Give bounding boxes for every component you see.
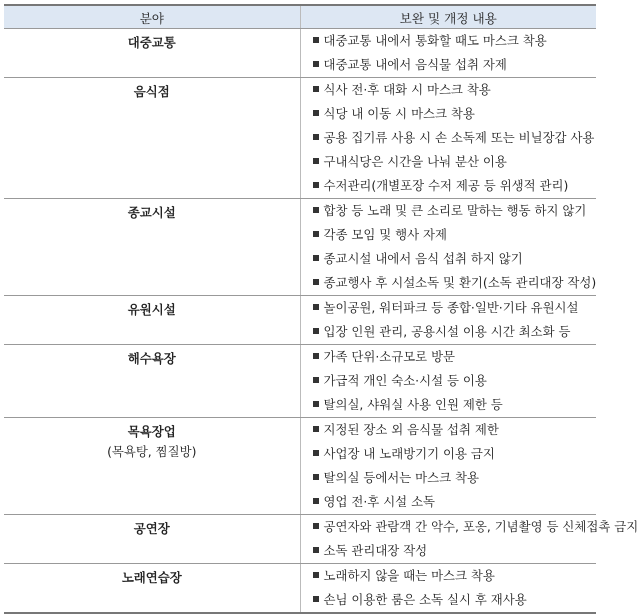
square-bullet-icon bbox=[313, 401, 319, 407]
square-bullet-icon bbox=[313, 182, 319, 188]
list-item bbox=[313, 442, 597, 466]
list-item-text: 식당 내 이동 시 마스크 착용 bbox=[324, 106, 475, 121]
list-item bbox=[313, 369, 597, 393]
list-item-text: 대중교통 내에서 통화할 때도 마스크 착용 bbox=[324, 33, 547, 48]
bullet-list bbox=[301, 296, 597, 344]
bullet-list bbox=[301, 78, 597, 198]
list-item-text: 공연자와 관람객 간 악수, 포옹, 기념촬영 등 신체접촉 금지 bbox=[324, 519, 638, 534]
square-bullet-icon bbox=[313, 474, 319, 480]
square-bullet-icon bbox=[313, 304, 319, 310]
list-item bbox=[313, 102, 597, 126]
list-item-text: 사업장 내 노래방기기 이용 금지 bbox=[324, 446, 495, 461]
square-bullet-icon bbox=[313, 255, 319, 261]
list-item-text: 구내식당은 시간을 나눠 분산 이용 bbox=[324, 154, 507, 169]
square-bullet-icon bbox=[313, 37, 319, 43]
content-cell bbox=[300, 515, 596, 564]
list-item bbox=[313, 564, 597, 588]
category-cell bbox=[4, 296, 300, 345]
list-item-text: 영업 전·후 시설 소독 bbox=[324, 494, 436, 509]
square-bullet-icon bbox=[313, 328, 319, 334]
table-row bbox=[4, 345, 596, 418]
content-cell bbox=[300, 199, 596, 296]
bullet-list bbox=[301, 564, 597, 612]
list-item-text: 소독 관리대장 작성 bbox=[324, 543, 428, 558]
list-item bbox=[313, 515, 597, 539]
list-item-text: 지정된 장소 외 음식물 섭취 제한 bbox=[324, 422, 499, 437]
content-cell bbox=[300, 296, 596, 345]
content-cell bbox=[300, 418, 596, 515]
bullet-list bbox=[301, 199, 597, 295]
category-label: 유원시설 bbox=[128, 302, 176, 317]
list-item bbox=[313, 223, 597, 247]
list-item-text: 가족 단위·소규모로 방문 bbox=[324, 349, 456, 364]
square-bullet-icon bbox=[313, 207, 319, 213]
content-cell bbox=[300, 29, 596, 78]
list-item-text: 종교행사 후 시설소독 및 환기(소독 관리대장 작성) bbox=[324, 275, 597, 290]
category-cell bbox=[4, 515, 300, 564]
table-row bbox=[4, 418, 596, 515]
list-item bbox=[313, 345, 597, 369]
content-cell bbox=[300, 78, 596, 199]
bullet-list bbox=[301, 515, 597, 563]
list-item-text: 손님 이용한 룸은 소독 실시 후 재사용 bbox=[324, 592, 527, 607]
square-bullet-icon bbox=[313, 86, 319, 92]
square-bullet-icon bbox=[313, 523, 319, 529]
category-cell bbox=[4, 29, 300, 78]
content-cell bbox=[300, 564, 596, 614]
content-cell bbox=[300, 345, 596, 418]
header-content: 보완 및 개정 내용 bbox=[300, 5, 596, 29]
list-item-text: 탈의실 등에서는 마스크 착용 bbox=[324, 470, 479, 485]
square-bullet-icon bbox=[313, 450, 319, 456]
category-cell bbox=[4, 418, 300, 515]
list-item bbox=[313, 320, 597, 344]
list-item bbox=[313, 247, 597, 271]
list-item bbox=[313, 78, 597, 102]
list-item bbox=[313, 53, 597, 77]
bullet-list bbox=[301, 29, 597, 77]
list-item-text: 놀이공원, 워터파크 등 종합·일반·기타 유원시설 bbox=[324, 300, 579, 315]
list-item bbox=[313, 490, 597, 514]
list-item bbox=[313, 539, 597, 563]
category-label: 대중교통 bbox=[128, 35, 176, 50]
square-bullet-icon bbox=[313, 110, 319, 116]
list-item bbox=[313, 418, 597, 442]
table-header-row bbox=[4, 5, 596, 29]
list-item-text: 식사 전·후 대화 시 마스크 착용 bbox=[324, 82, 491, 97]
list-item-text: 각종 모임 및 행사 자제 bbox=[324, 227, 447, 242]
category-label: 음식점 bbox=[134, 84, 170, 99]
table-row bbox=[4, 296, 596, 345]
square-bullet-icon bbox=[313, 596, 319, 602]
guideline-table bbox=[4, 4, 596, 614]
list-item-text: 가급적 개인 숙소·시설 등 이용 bbox=[324, 373, 487, 388]
square-bullet-icon bbox=[313, 547, 319, 553]
bullet-list bbox=[301, 418, 597, 514]
header-category: 분야 bbox=[4, 5, 300, 29]
list-item bbox=[313, 174, 597, 198]
category-cell bbox=[4, 199, 300, 296]
category-sublabel: (목욕탕, 찜질방) bbox=[4, 442, 300, 462]
list-item-text: 노래하지 않을 때는 마스크 착용 bbox=[324, 568, 495, 583]
category-label: 노래연습장 bbox=[122, 570, 182, 585]
list-item bbox=[313, 296, 597, 320]
category-cell bbox=[4, 345, 300, 418]
bullet-list bbox=[301, 345, 597, 417]
table-row bbox=[4, 515, 596, 564]
category-label: 공연장 bbox=[134, 521, 170, 536]
square-bullet-icon bbox=[313, 134, 319, 140]
square-bullet-icon bbox=[313, 572, 319, 578]
list-item bbox=[313, 588, 597, 612]
list-item-text: 탈의실, 샤워실 사용 인원 제한 등 bbox=[324, 397, 503, 412]
list-item bbox=[313, 199, 597, 223]
list-item bbox=[313, 29, 597, 53]
square-bullet-icon bbox=[313, 426, 319, 432]
table-body bbox=[4, 29, 596, 614]
table-row bbox=[4, 78, 596, 199]
table-row bbox=[4, 199, 596, 296]
square-bullet-icon bbox=[313, 353, 319, 359]
category-label: 목욕장업 bbox=[128, 424, 176, 439]
list-item bbox=[313, 393, 597, 417]
category-cell bbox=[4, 78, 300, 199]
square-bullet-icon bbox=[313, 377, 319, 383]
list-item bbox=[313, 271, 597, 295]
category-label: 종교시설 bbox=[128, 205, 176, 220]
list-item-text: 수저관리(개별포장 수저 제공 등 위생적 관리) bbox=[324, 178, 569, 193]
square-bullet-icon bbox=[313, 158, 319, 164]
list-item-text: 합창 등 노래 및 큰 소리로 말하는 행동 하지 않기 bbox=[324, 203, 587, 218]
square-bullet-icon bbox=[313, 279, 319, 285]
square-bullet-icon bbox=[313, 231, 319, 237]
table-row bbox=[4, 564, 596, 614]
category-label: 해수욕장 bbox=[128, 351, 176, 366]
list-item bbox=[313, 466, 597, 490]
list-item-text: 공용 집기류 사용 시 손 소독제 또는 비닐장갑 사용 bbox=[324, 130, 595, 145]
list-item bbox=[313, 150, 597, 174]
list-item-text: 대중교통 내에서 음식물 섭취 자제 bbox=[324, 57, 507, 72]
list-item-text: 종교시설 내에서 음식 섭취 하지 않기 bbox=[324, 251, 523, 266]
list-item-text: 입장 인원 관리, 공용시설 이용 시간 최소화 등 bbox=[324, 324, 571, 339]
list-item bbox=[313, 126, 597, 150]
square-bullet-icon bbox=[313, 61, 319, 67]
table-row bbox=[4, 29, 596, 78]
category-cell bbox=[4, 564, 300, 614]
square-bullet-icon bbox=[313, 498, 319, 504]
